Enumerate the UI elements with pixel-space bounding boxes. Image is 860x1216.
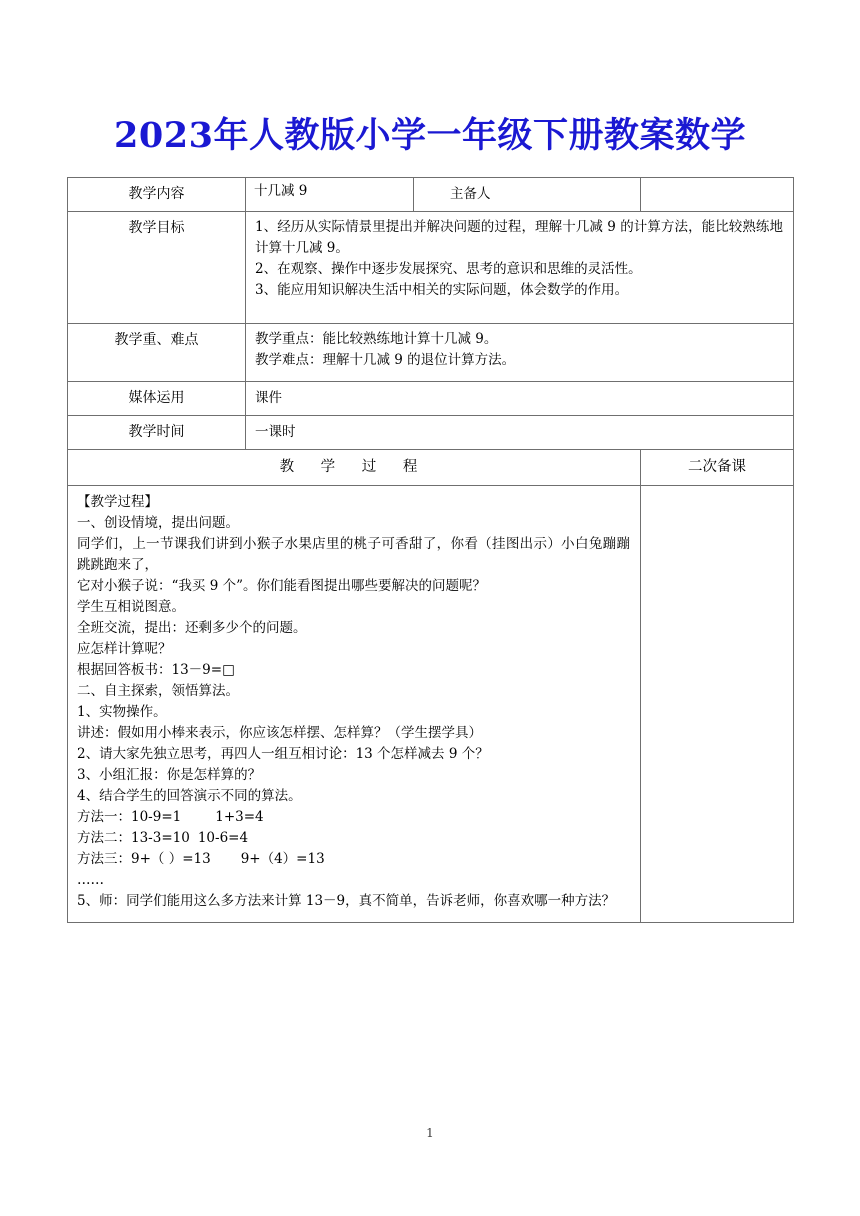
cell-preparer-label [414,178,641,212]
method-two-expr-b: 10-6=4 [197,830,249,846]
lesson-plan-table [67,177,794,923]
table-row-process-header [68,450,794,486]
preparer-value-text [641,178,793,184]
method-one-expr-a: 10-9=1 [131,809,182,825]
keypoint-item: 教学难点：理解十几减 9 的退位计算方法。 [255,352,516,368]
process-line: 同学们，上一节课我们讲到小猴子水果店里的桃子可香甜了，你看（挂图出示）小白兔蹦蹦跳跳跑来了， [77,536,630,573]
keypoints-list [246,324,793,381]
cell-objectives-label [68,212,246,324]
ellipsis-line: …… [77,872,104,888]
method-three-label: 方法三： [77,851,131,867]
objective-item: 3、能应用知识解决生活中相关的实际问题，体会数学的作用。 [255,282,629,298]
process-line: 3、小组汇报：你是怎样算的？ [77,767,262,783]
table-row-media [68,382,794,416]
cell-preparer-value [641,178,794,212]
cell-process-body [68,486,641,923]
keypoint-item: 教学重点：能比较熟练地计算十几减 9。 [255,331,498,347]
method-one-line [77,807,630,828]
content-label-text: 教学内容 [128,186,185,202]
process-line: 学生互相说图意。 [77,599,185,615]
table-row-header [68,178,794,212]
cell-notes-body [641,486,794,923]
table-row-duration [68,416,794,450]
objective-item: 2、在观察、操作中逐步发展探究、思考的意识和思维的灵活性。 [255,261,642,277]
objective-item: 1、经历从实际情景里提出并解决问题的过程，理解十几减 9 的计算方法，能比较熟练地计算十几减 9。 [255,219,783,256]
table-row-process-body [68,486,794,923]
table-row-keypoints [68,324,794,382]
cell-media-label [68,382,246,416]
preparer-label-text: 主备人 [450,186,491,202]
media-label-text: 媒体运用 [128,390,185,406]
objectives-label-text: 教学目标 [128,220,185,236]
cell-content-label [68,178,246,212]
process-line: 应怎样计算呢？ [77,641,172,657]
cell-duration-value [246,416,794,450]
process-line: 4、结合学生的回答演示不同的算法。 [77,788,302,804]
process-line: 二、自主探索，领悟算法。 [77,683,239,699]
cell-process-title [68,450,641,486]
method-two-label: 方法二： [77,830,131,846]
cell-notes-title [641,450,794,486]
notes-title-text: 二次备课 [688,459,746,475]
cell-keypoints-label [68,324,246,382]
process-line: 它对小猴子说：“我买 9 个”。你们能看图提出哪些要解决的问题呢？ [77,578,486,594]
notes-body-text [641,486,793,494]
process-line: 一、创设情境，提出问题。 [77,515,239,531]
process-line: 全班交流，提出：还剩多少个的问题。 [77,620,307,636]
page-title: 2023年人教版小学一年级下册教案数学 [114,115,746,156]
method-three-expr-b: 9+（4）=13 [240,851,325,867]
process-title-text: 教 学 过 程 [279,459,429,475]
closing-line: 5、师：同学们能用这么多方法来计算 13－9，真不简单，告诉老师，你喜欢哪一种方法？ [77,893,616,909]
cell-duration-label [68,416,246,450]
process-line: 【教学过程】 [77,494,158,510]
duration-label-text: 教学时间 [128,424,185,440]
method-two-line [77,828,630,849]
keypoints-label-text: 教学重、难点 [114,332,199,348]
cell-objectives-value [246,212,794,324]
method-one-label: 方法一： [77,809,131,825]
table-row-objectives [68,212,794,324]
method-one-expr-b: 1+3=4 [215,809,264,825]
duration-value-text: 一课时 [255,424,296,440]
process-line: 2、请大家先独立思考，再四人一组互相讨论：13 个怎样减去 9 个？ [77,746,489,762]
media-value-text: 课件 [255,390,282,406]
method-three-line [77,849,630,870]
content-value-text: 十几减 9 [254,183,308,199]
process-body-lines [68,486,640,922]
objectives-list [246,212,793,323]
process-line: 讲述：假如用小棒来表示，你应该怎样摆、怎样算？（学生摆学具） [77,725,482,741]
method-two-expr-a: 13-3=10 [131,830,190,846]
cell-media-value [246,382,794,416]
cell-keypoints-value [246,324,794,382]
method-three-expr-a: 9+（ ）=13 [131,851,211,867]
process-line: 1、实物操作。 [77,704,167,720]
process-line: 根据回答板书：13－9=□ [77,662,235,678]
cell-content-value [246,178,414,212]
page-number: 1 [426,1126,434,1140]
